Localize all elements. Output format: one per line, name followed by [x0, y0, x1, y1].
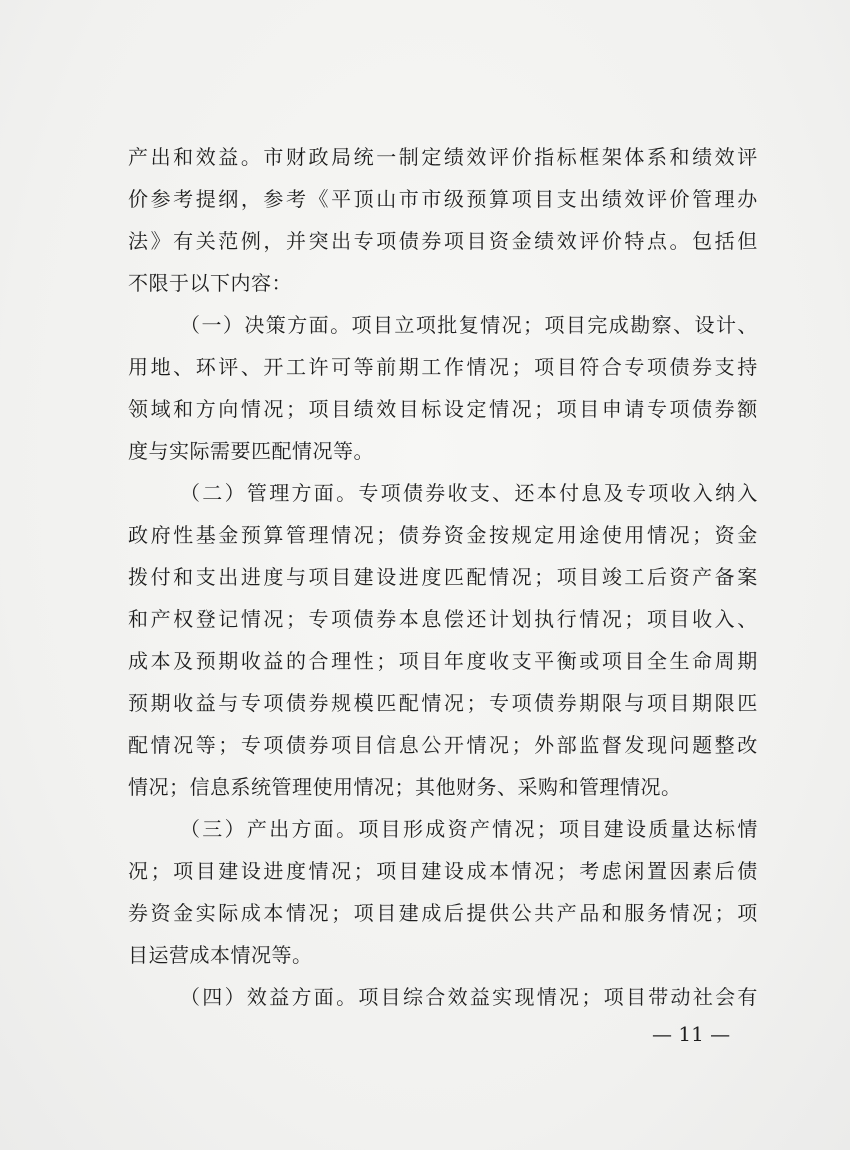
text-line: 度与实际需要匹配情况等。	[128, 439, 374, 463]
text-line: 情况；信息系统管理使用情况；其他财务、采购和管理情况。	[128, 775, 682, 799]
text-line: 用 地 、 环 评 、 开 工 许 可 等 前 期 工 作 情 况 ； 项 目 符 合 专 项 债 券 支 持	[128, 355, 758, 379]
text-line: 领 域 和 方 向 情 况 ； 项 目 绩 效 目 标 设 定 情 况 ； 项 目 申 请 专 项 债 券 额	[128, 397, 758, 421]
text-line: 预 期 收 益 与 专 项 债 券 规 模 匹 配 情 况 ； 专 项 债 券 期 限 与 项 目 期 限 匹	[128, 691, 758, 715]
text-line: 况 ； 项 目 建 设 进 度 情 况 ； 项 目 建 设 成 本 情 况 ； 考 虑 闲 置 因 素 后 债	[128, 859, 758, 883]
text-line: 配 情 况 等 ； 专 项 债 券 项 目 信 息 公 开 情 况 ； 外 部 监 督 发 现 问 题 整 改	[128, 733, 758, 757]
text-line: 目运营成本情况等。	[128, 943, 313, 967]
text-line: （ 三 ） 产 出 方 面 。 项 目 形 成 资 产 情 况 ； 项 目 建 设 质 量 达 标 情	[180, 817, 758, 841]
text-line: 产 出 和 效 益 。 市 财 政 局 统 一 制 定 绩 效 评 价 指 标 框 架 体 系 和 绩 效 评	[128, 145, 758, 169]
text-line: 成 本 及 预 期 收 益 的 合 理 性 ； 项 目 年 度 收 支 平 衡 或 项 目 全 生 命 周 期	[128, 649, 758, 673]
page-number: — 11 —	[652, 1022, 731, 1046]
text-line: 券 资 金 实 际 成 本 情 况 ； 项 目 建 成 后 提 供 公 共 产 品 和 服 务 情 况 ； 项	[128, 901, 758, 925]
text-line: （ 一 ） 决 策 方 面 。 项 目 立 项 批 复 情 况 ； 项 目 完 成 勘 察 、 设 计 、	[180, 313, 758, 337]
text-line: 和 产 权 登 记 情 况 ； 专 项 债 券 本 息 偿 还 计 划 执 行 情 况 ； 项 目 收 入 、	[128, 607, 758, 631]
text-line: 拨 付 和 支 出 进 度 与 项 目 建 设 进 度 匹 配 情 况 ； 项 目 竣 工 后 资 产 备 案	[128, 565, 758, 589]
text-line: （ 四 ） 效 益 方 面 。 项 目 综 合 效 益 实 现 情 况 ； 项 目 带 动 社 会 有	[180, 985, 758, 1009]
text-line: 价 参 考 提 纲 ， 参 考 《 平 顶 山 市 市 级 预 算 项 目 支 出 绩 效 评 价 管 理 办	[128, 187, 758, 211]
text-line: 不限于以下内容：	[128, 271, 292, 295]
text-line: 法 》 有 关 范 例 ， 并 突 出 专 项 债 券 项 目 资 金 绩 效 评 价 特 点 。 包 括 但	[128, 229, 758, 253]
text-line: 政 府 性 基 金 预 算 管 理 情 况 ； 债 券 资 金 按 规 定 用 途 使 用 情 况 ； 资 金	[128, 523, 758, 547]
text-line: （ 二 ） 管 理 方 面 。 专 项 债 券 收 支 、 还 本 付 息 及 专 项 收 入 纳 入	[180, 481, 758, 505]
